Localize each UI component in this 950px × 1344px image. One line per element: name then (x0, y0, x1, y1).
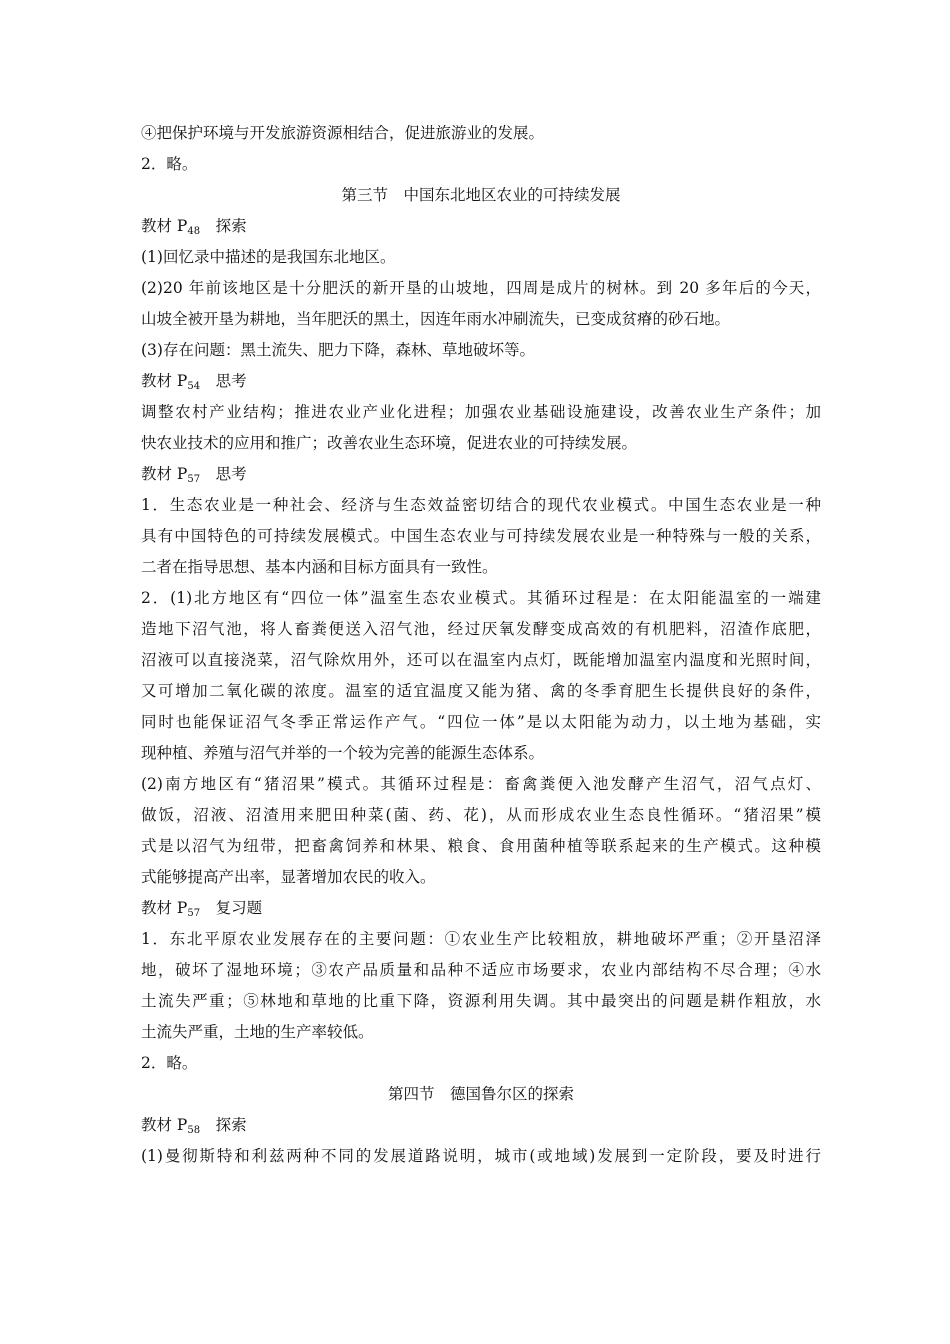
text-line: 造地下沼气池，将人畜粪便送入沼气池，经过厌氧发酵变成高效的有机肥料，沼渣作底肥， (141, 620, 821, 638)
text-line: 1．生态农业是一种社会、经济与生态效益密切结合的现代农业模式。中国生态农业是一种 (141, 496, 821, 514)
textbook-reference (141, 366, 821, 397)
reference-topic: 探索 (200, 1116, 247, 1134)
reference-topic: 思考 (200, 465, 247, 483)
text-line: 具有中国特色的可持续发展模式。中国生态农业与可持续发展农业是一种特殊与一般的关系， (141, 527, 821, 545)
text-line: 2．略。 (141, 1054, 198, 1072)
textbook-reference (141, 459, 821, 490)
page-number-subscript: 57 (187, 474, 201, 485)
text-line: 式是以沼气为纽带，把畜禽饲养和林果、粮食、食用菌种植等联系起来的生产模式。这种模 (141, 837, 821, 855)
reference-topic: 复习题 (200, 899, 263, 917)
text-line: (1)曼彻斯特和利兹两种不同的发展道路说明，城市(或地域)发展到一定阶段，要及时进行 (141, 1147, 821, 1165)
reference-label: 教材 P (141, 899, 188, 917)
text-line: 土流失严重；⑤林地和草地的比重下降，资源利用失调。其中最突出的问题是耕作粗放，水 (141, 992, 821, 1010)
text-line: 山坡全被开垦为耕地，当年肥沃的黑土，因连年雨水冲刷流失，已变成贫瘠的砂石地。 (141, 310, 731, 328)
page-number-subscript: 48 (187, 226, 201, 237)
reference-topic: 探索 (200, 217, 247, 235)
textbook-reference (141, 893, 821, 924)
reference-label: 教材 P (141, 1116, 188, 1134)
reference-label: 教材 P (141, 372, 188, 390)
text-line: 二者在指导思想、基本内涵和目标方面具有一致性。 (141, 558, 498, 576)
text-line: (2)南方地区有“猪沼果”模式。其循环过程是：畜禽粪便入池发酵产生沼气，沼气点灯、 (141, 775, 821, 793)
text-line: ④把保护环境与开发旅游资源相结合，促进旅游业的发展。 (141, 124, 545, 142)
text-line: 快农业技术的应用和推广；改善农业生态环境，促进农业的可持续发展。 (141, 434, 638, 452)
page-number-subscript: 58 (187, 1125, 201, 1136)
text-line: 2．略。 (141, 155, 198, 173)
document-body (141, 118, 821, 1172)
text-line: 2．(1)北方地区有“四位一体”温室生态农业模式。其循环过程是：在太阳能温室的一端建 (141, 589, 821, 607)
text-line: (2)20 年前该地区是十分肥沃的新开垦的山坡地，四周是成片的树林。到 20 多年后的今天， (141, 279, 821, 297)
textbook-reference (141, 1110, 821, 1141)
text-line: 沼液可以直接浇菜，沼气除炊用外，还可以在温室内点灯，既能增加温室内温度和光照时间， (141, 651, 821, 669)
reference-topic: 思考 (200, 372, 247, 390)
reference-label: 教材 P (141, 465, 188, 483)
section-heading: 第三节 中国东北地区农业的可持续发展 (341, 186, 621, 204)
section-heading: 第四节 德国鲁尔区的探索 (387, 1085, 574, 1103)
page-number-subscript: 57 (187, 908, 201, 919)
text-line: (1)回忆录中描述的是我国东北地区。 (141, 248, 396, 266)
text-line: 调整农村产业结构；推进农业产业化进程；加强农业基础设施建设，改善农业生产条件；加 (141, 403, 821, 421)
text-line: 地，破坏了湿地环境；③农产品质量和品种不适应市场要求，农业内部结构不尽合理；④水 (141, 961, 821, 979)
textbook-reference (141, 211, 821, 242)
text-line: 又可增加二氧化碳的浓度。温室的适宜温度又能为猪、禽的冬季育肥生长提供良好的条件， (141, 682, 821, 700)
text-line: 同时也能保证沼气冬季正常运作产气。“四位一体”是以太阳能为动力，以土地为基础，实 (141, 713, 821, 731)
text-line: 做饭，沼液、沼渣用来肥田种菜(菌、药、花)，从而形成农业生态良性循环。“猪沼果”模 (141, 806, 821, 824)
text-line: (3)存在问题：黑土流失、肥力下降，森林、草地破坏等。 (141, 341, 535, 359)
text-line: 式能够提高产出率，显著增加农民的收入。 (141, 868, 436, 886)
text-line: 土流失严重，土地的生产率较低。 (141, 1023, 374, 1041)
page-number-subscript: 54 (187, 381, 201, 392)
reference-label: 教材 P (141, 217, 188, 235)
text-line: 现种植、养殖与沼气并举的一个较为完善的能源生态体系。 (141, 744, 545, 762)
text-line: 1．东北平原农业发展存在的主要问题：①农业生产比较粗放，耕地破坏严重；②开垦沼泽 (141, 930, 821, 948)
